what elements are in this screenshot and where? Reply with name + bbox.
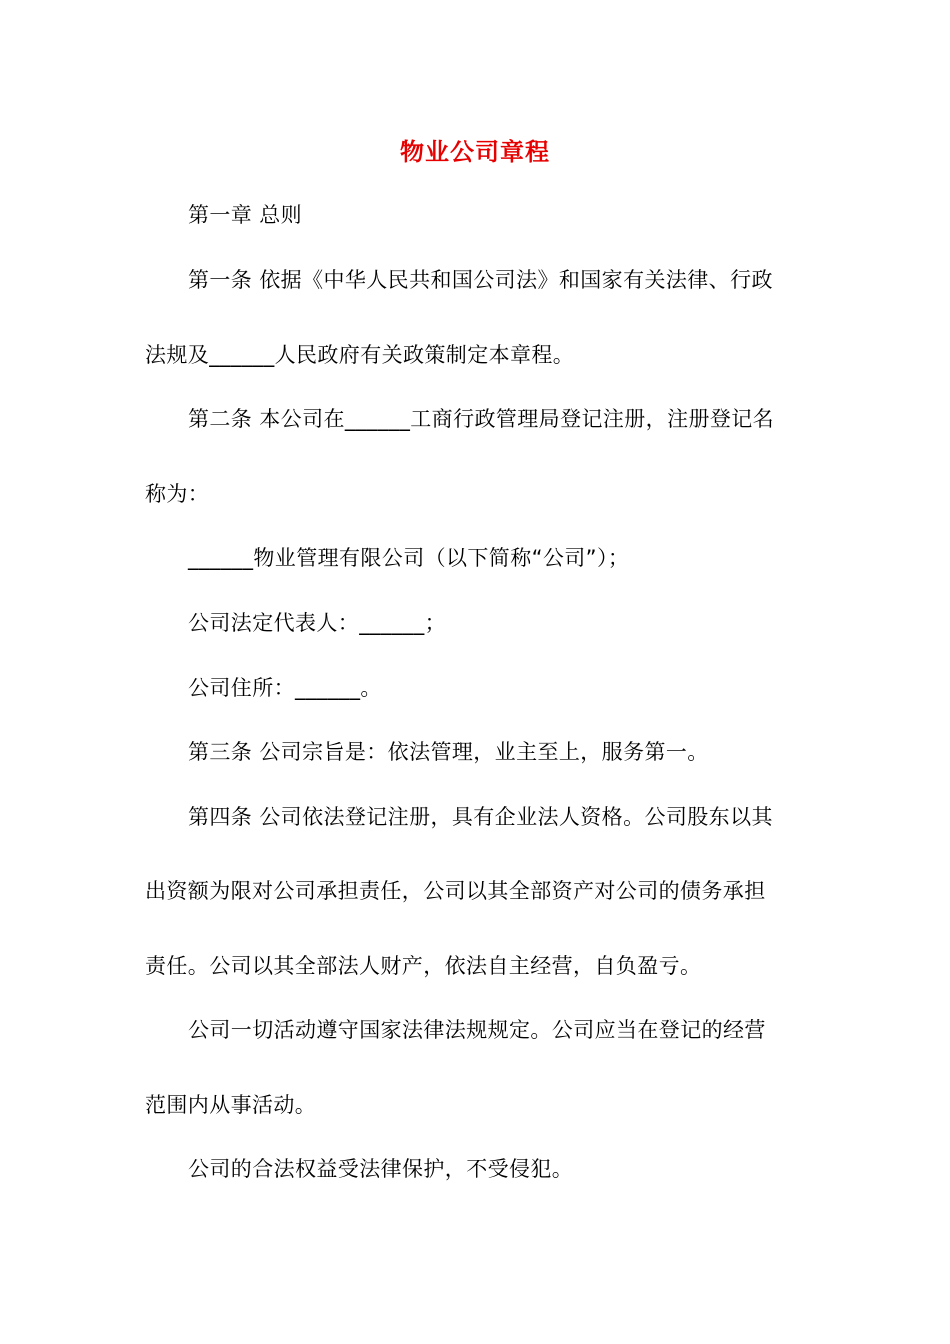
rights-protection-line: 公司的合法权益受法律保护，不受侵犯。 <box>188 1157 574 1181</box>
article-4-line-1: 第四条 公司依法登记注册，具有企业法人资格。公司股东以其 <box>188 805 773 829</box>
article-3-line: 第三条 公司宗旨是：依法管理，业主至上，服务第一。 <box>188 740 709 764</box>
chapter-heading: 第一章 总则 <box>188 203 303 227</box>
compliance-line-2: 范围内从事活动。 <box>145 1093 317 1117</box>
article-1-line-2: 法规及______人民政府有关政策制定本章程。 <box>145 343 575 367</box>
article-1-line-1: 第一条 依据《中华人民共和国公司法》和国家有关法律、行政 <box>188 268 773 292</box>
article-2-line-2: 称为： <box>145 482 210 506</box>
document-title: 物业公司章程 <box>400 138 550 166</box>
legal-representative-line: 公司法定代表人：______； <box>188 611 446 635</box>
article-4-line-2: 出资额为限对公司承担责任，公司以其全部资产对公司的债务承担 <box>145 879 766 903</box>
company-address-line: 公司住所：______。 <box>188 676 382 700</box>
company-name-line: ______物业管理有限公司（以下简称“公司”）； <box>188 546 630 570</box>
article-4-line-3: 责任。公司以其全部法人财产，依法自主经营，自负盈亏。 <box>145 954 702 978</box>
compliance-line-1: 公司一切活动遵守国家法律法规规定。公司应当在登记的经营 <box>188 1018 766 1042</box>
article-2-line-1: 第二条 本公司在______工商行政管理局登记注册，注册登记名 <box>188 407 775 431</box>
